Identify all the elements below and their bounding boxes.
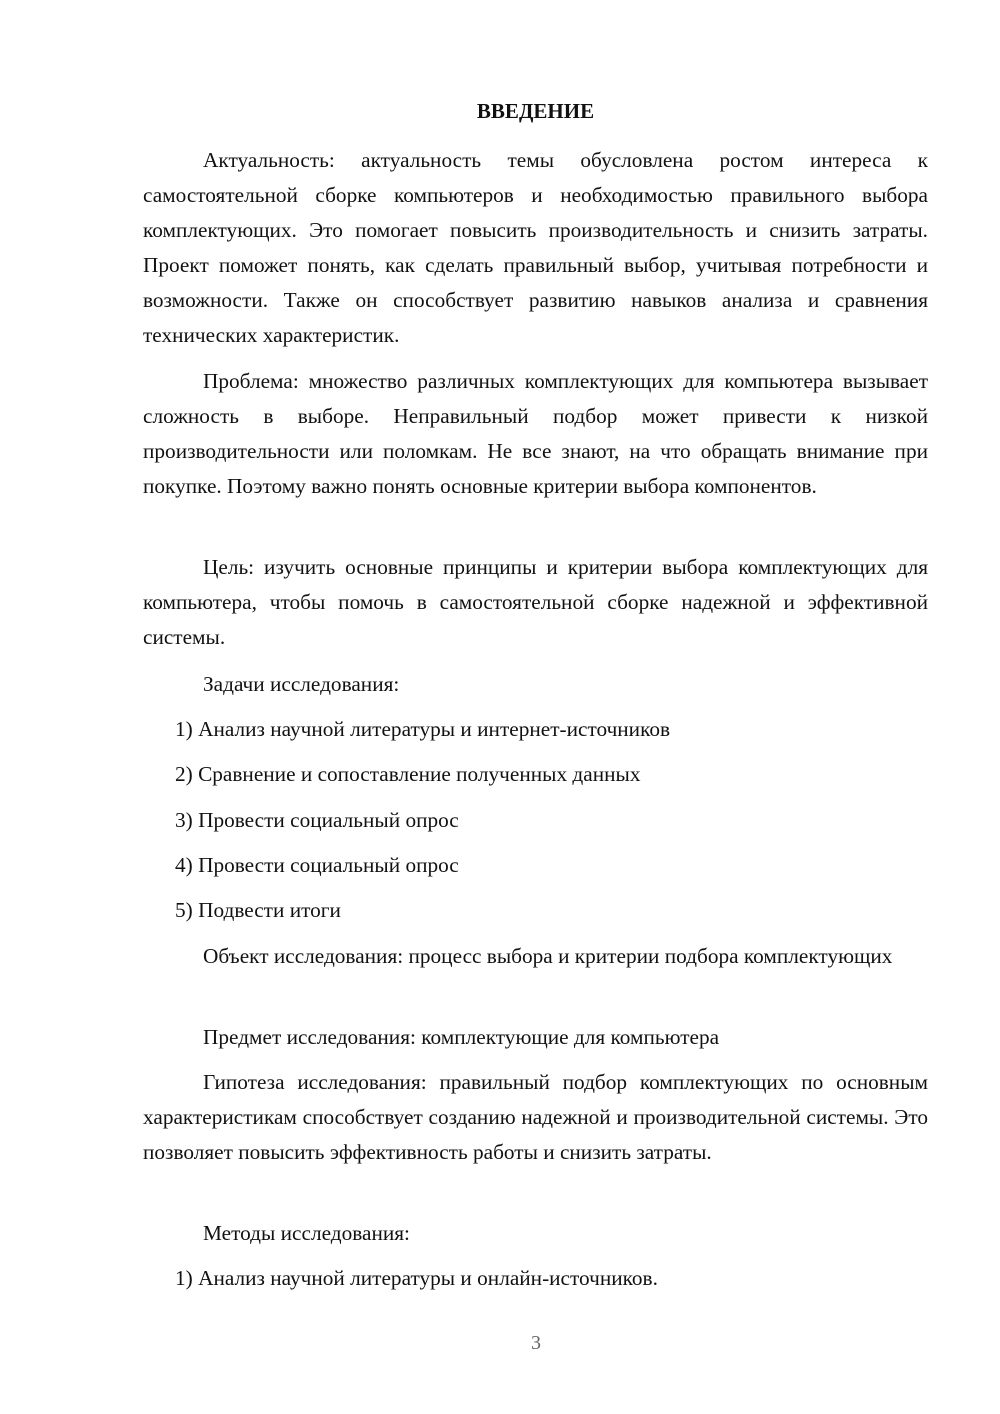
page-number: 3 — [531, 1332, 541, 1354]
task-item: 5) Подвести итоги — [175, 898, 341, 922]
methods-heading: Методы исследования: — [203, 1221, 410, 1245]
hypothesis-paragraph: Гипотеза исследования: правильный подбор комплектующих по основным характеристикам способствует созданию надежной и производительной системы. Это позволяет повысить эффективность работы и снизить затраты. — [143, 1070, 928, 1164]
tasks-heading: Задачи исследования: — [203, 672, 400, 696]
relevance-paragraph: Актуальность: актуальность темы обусловлена ростом интереса к самостоятельной сборке компьютеров и необходимостью правильного выбора комплектующих. Это помогает повысить производительность и снизить затраты. Проект поможет понять, как сделать правильный выбор, учитывая потребности и возможности. Также он способствует развитию навыков анализа и сравнения технических характеристик. — [143, 148, 928, 347]
task-item: 4) Провести социальный опрос — [175, 853, 459, 877]
goal-paragraph: Цель: изучить основные принципы и критерии выбора комплектующих для компьютера, чтобы помочь в самостоятельной сборке надежной и эффективной системы. — [143, 555, 928, 649]
task-item: 1) Анализ научной литературы и интернет-источников — [175, 717, 671, 741]
page-title: ВВЕДЕНИЕ — [476, 99, 595, 123]
method-item: 1) Анализ научной литературы и онлайн-источников. — [175, 1266, 658, 1290]
object-paragraph: Объект исследования: процесс выбора и критерии подбора комплектующих — [203, 944, 893, 968]
subject-paragraph: Предмет исследования: комплектующие для компьютера — [203, 1025, 720, 1049]
problem-paragraph: Проблема: множество различных комплектующих для компьютера вызывает сложность в выборе. Неправильный подбор может привести к низкой производительности или поломкам. Не все знают, на что обращать внимание при покупке. Поэтому важно понять основные критерии выбора компонентов. — [143, 369, 928, 498]
task-item: 3) Провести социальный опрос — [175, 808, 459, 832]
task-item: 2) Сравнение и сопоставление полученных данных — [175, 762, 641, 786]
